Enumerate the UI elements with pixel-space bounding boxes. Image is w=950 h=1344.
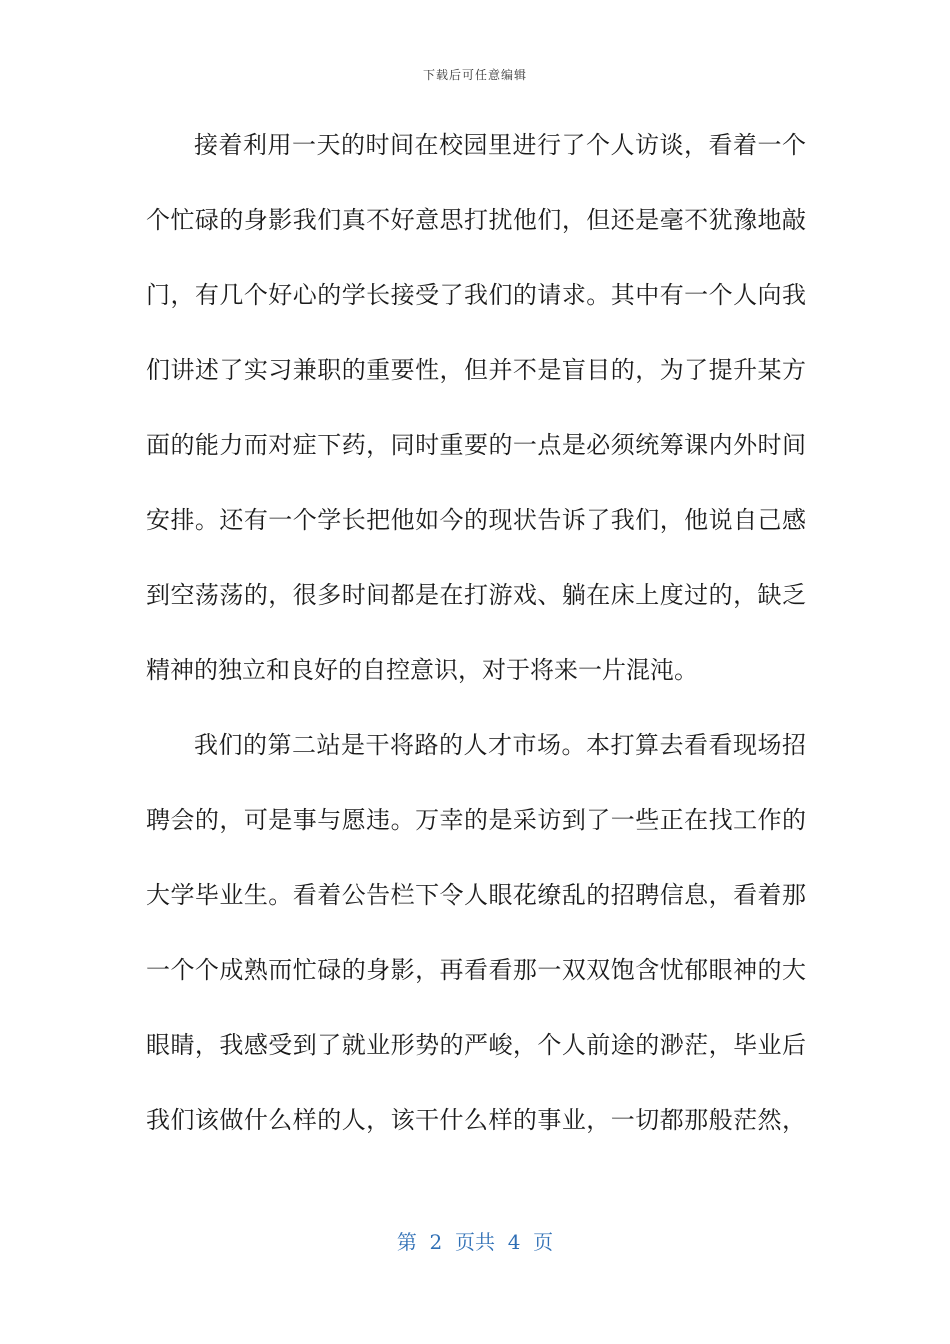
paragraph-2-line-2: 聘会的，可是事与愿违。万幸的是采访到了一些正在找工作的 bbox=[146, 806, 806, 834]
paragraph-1-line-4: 们讲述了实习兼职的重要性，但并不是盲目的，为了提升某方 bbox=[146, 356, 806, 384]
paragraph-2-line-1: 我们的第二站是干将路的人才市场。本打算去看看现场招 bbox=[194, 731, 806, 759]
paragraph-1-line-6: 安排。还有一个学长把他如今的现状告诉了我们，他说自己感 bbox=[146, 506, 806, 534]
paragraph-2-line-6: 我们该做什么样的人，该干什么样的事业，一切都那般茫然， bbox=[146, 1106, 806, 1134]
paragraph-2-line-4: 一个个成熟而忙碌的身影，再看看那一双双饱含忧郁眼神的大 bbox=[146, 956, 806, 984]
paragraph-1-line-8: 精神的独立和良好的自控意识，对于将来一片混沌。 bbox=[146, 656, 698, 684]
paragraph-2-line-5: 眼睛，我感受到了就业形势的严峻，个人前途的渺茫，毕业后 bbox=[146, 1031, 806, 1059]
page-number-footer: 第 2 页共 4 页 bbox=[396, 1230, 554, 1254]
paragraph-1-line-3: 门，有几个好心的学长接受了我们的请求。其中有一个人向我 bbox=[146, 281, 806, 309]
paragraph-1-line-2: 个忙碌的身影我们真不好意思打扰他们，但还是毫不犹豫地敲 bbox=[146, 206, 806, 234]
paragraph-1-line-7: 到空荡荡的，很多时间都是在打游戏、躺在床上度过的，缺乏 bbox=[146, 581, 806, 609]
header-note: 下载后可任意编辑 bbox=[422, 68, 527, 82]
paragraph-2-line-3: 大学毕业生。看着公告栏下令人眼花缭乱的招聘信息，看着那 bbox=[146, 881, 806, 909]
paragraph-1-line-1: 接着利用一天的时间在校园里进行了个人访谈，看着一个 bbox=[194, 131, 806, 159]
paragraph-1-line-5: 面的能力而对症下药，同时重要的一点是必须统筹课内外时间 bbox=[146, 431, 806, 459]
